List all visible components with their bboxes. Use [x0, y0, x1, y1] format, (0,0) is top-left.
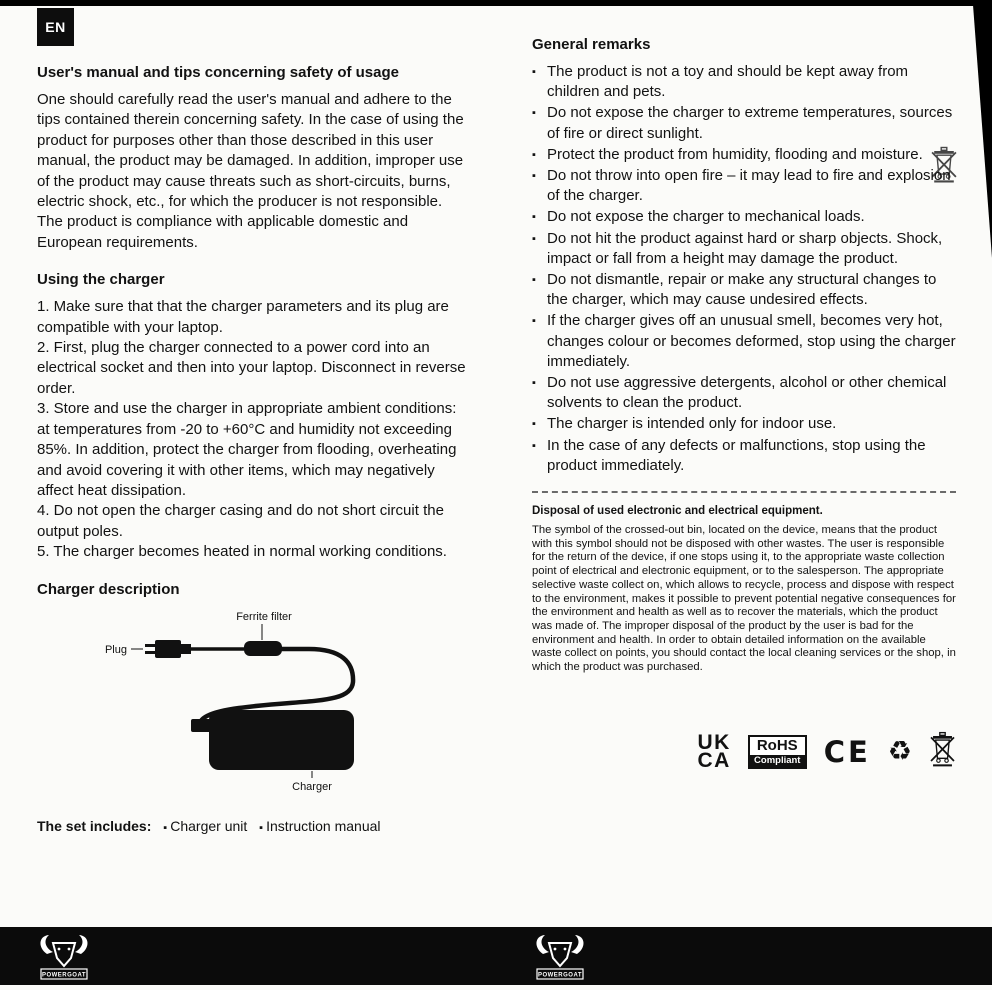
- safety-heading: User's manual and tips concerning safety of usage: [37, 64, 399, 81]
- charger-inlet: [191, 719, 211, 732]
- charger-description-heading: Charger description: [37, 580, 180, 598]
- plug-prong: [145, 651, 155, 654]
- scan-corner-artifact: [970, 0, 992, 258]
- list-item: ▪ Do not use aggressive detergents, alcohol or other chemical solvents to clean the product.: [532, 373, 956, 413]
- list-item: ▪ In the case of any defects or malfunctions, stop using the product immediately.: [532, 436, 956, 476]
- using-heading: Using the charger: [37, 271, 165, 289]
- general-remarks-heading: General remarks: [532, 36, 651, 53]
- list-item: ▪ Do not expose the charger to extreme temperatures, sources of fire or direct sunlight.: [532, 103, 956, 143]
- left-column: [37, 0, 468, 834]
- ferrite-filter-block: [244, 641, 282, 656]
- weee-bin-icon: [929, 731, 956, 773]
- list-item: ▪ Do not throw into open fire – it may lead to fire and explosion of the charger.: [532, 166, 956, 206]
- general-remarks-list: [532, 62, 956, 476]
- using-section: [37, 271, 468, 562]
- list-item: ▪ Do not expose the charger to mechanical loads.: [532, 207, 956, 227]
- brand-text: POWERGOAT: [41, 972, 87, 979]
- step-item: 1. Make sure that that the charger parameters and its plug are compatible with your laptop.: [37, 298, 449, 336]
- disposal-heading: Disposal of used electronic and electrical equipment.: [532, 505, 823, 518]
- step-item: 5. The charger becomes heated in normal working conditions.: [37, 543, 447, 561]
- right-column: [532, 0, 956, 834]
- ferrite-filter-label: Ferrite filter: [236, 610, 292, 623]
- brand-text: POWERGOAT: [537, 972, 583, 979]
- rohs-mark: RoHS Compliant: [748, 735, 807, 769]
- charger-diagram: [69, 607, 468, 800]
- step-item: 2. First, plug the charger connected to a power cord into an electrical socket and then into your laptop. Disconnect in reverse order.: [37, 339, 466, 397]
- charger-description-section: [37, 581, 468, 800]
- list-item: ▪ Do not hit the product against hard or sharp objects. Shock, impact or fall from a height may damage the product.: [532, 229, 956, 269]
- list-item: ▪ The charger is intended only for indoor use.: [532, 414, 956, 434]
- safety-section: [37, 64, 468, 253]
- charger-body: [209, 710, 354, 770]
- recycle-icon: ♻: [887, 735, 912, 767]
- ce-mark: CE: [823, 734, 871, 769]
- disposal-body: The symbol of the crossed-out bin, located on the device, means that the product with this symbol should not be disposed with other wastes. The user is responsible for the return of the device, if one stops using it, to the appropriate waste collection point of electrical and electronic equipment, or to the salesperson. The appropriate selective waste collect on, which allows to recycle, process and dispose with respect to the environment, makes it possible to prevent potential negative consequences for the environment and health as well as to recover the materials, which the product was made of. The improper disposal of the product by the user is bad for the environment and health. In order to obtain detailed information on the available waste collect on points, you should contact the local cleaning services or the shop, in which the product was purchased.: [532, 524, 956, 674]
- set-includes-item: ▪ Instruction manual: [259, 818, 380, 834]
- plug-label: Plug: [104, 643, 127, 656]
- step-item: 4. Do not open the charger casing and do not short circuit the output poles.: [37, 502, 444, 540]
- set-includes-item: ▪ Charger unit: [163, 818, 247, 834]
- list-item: ▪ Do not dismantle, repair or make any structural changes to the charger, which may cause undesired effects.: [532, 270, 956, 310]
- plug-prong: [145, 644, 155, 647]
- powergoat-logo: [34, 932, 94, 987]
- charger-label: Charger: [292, 780, 332, 793]
- list-item: ▪ The product is not a toy and should be kept away from children and pets.: [532, 62, 956, 102]
- set-includes-line: [37, 818, 468, 834]
- plug-connector: [181, 644, 191, 654]
- plug-body: [155, 640, 181, 658]
- page-columns: [37, 0, 956, 834]
- bottom-brand-bar: [0, 927, 992, 985]
- list-item: ▪ If the charger gives off an unusual smell, becomes very hot, changes colour or becomes deformed, stop using the charger immediately.: [532, 311, 956, 372]
- language-badge: EN: [37, 8, 74, 46]
- ukca-mark: UK CA: [697, 730, 731, 772]
- list-item: ▪ Protect the product from humidity, flooding and moisture.: [532, 145, 956, 165]
- compliance-marks: [532, 731, 956, 773]
- powergoat-logo: [530, 932, 590, 987]
- set-includes-label: The set includes:: [37, 817, 152, 834]
- safety-body: One should carefully read the user's manual and adhere to the tips contained therein concerning safety. In the case of using the product for purposes other than those described in this user manual, the product may be damaged. In addition, improper use of the product may cause threats such as short-circuits, burns, electric shock, etc., for which the producer is not responsible. The product is compliance with applicable domestic and European requirements.: [37, 91, 464, 251]
- dashed-separator: [532, 491, 956, 493]
- step-item: 3. Store and use the charger in appropriate ambient conditions: at temperatures from -20 to +60°C and humidity not exceeding 85%. In addition, protect the charger from flooding, overheating and avoid covering it with other items, which may negatively affect heat dissipation.: [37, 400, 457, 499]
